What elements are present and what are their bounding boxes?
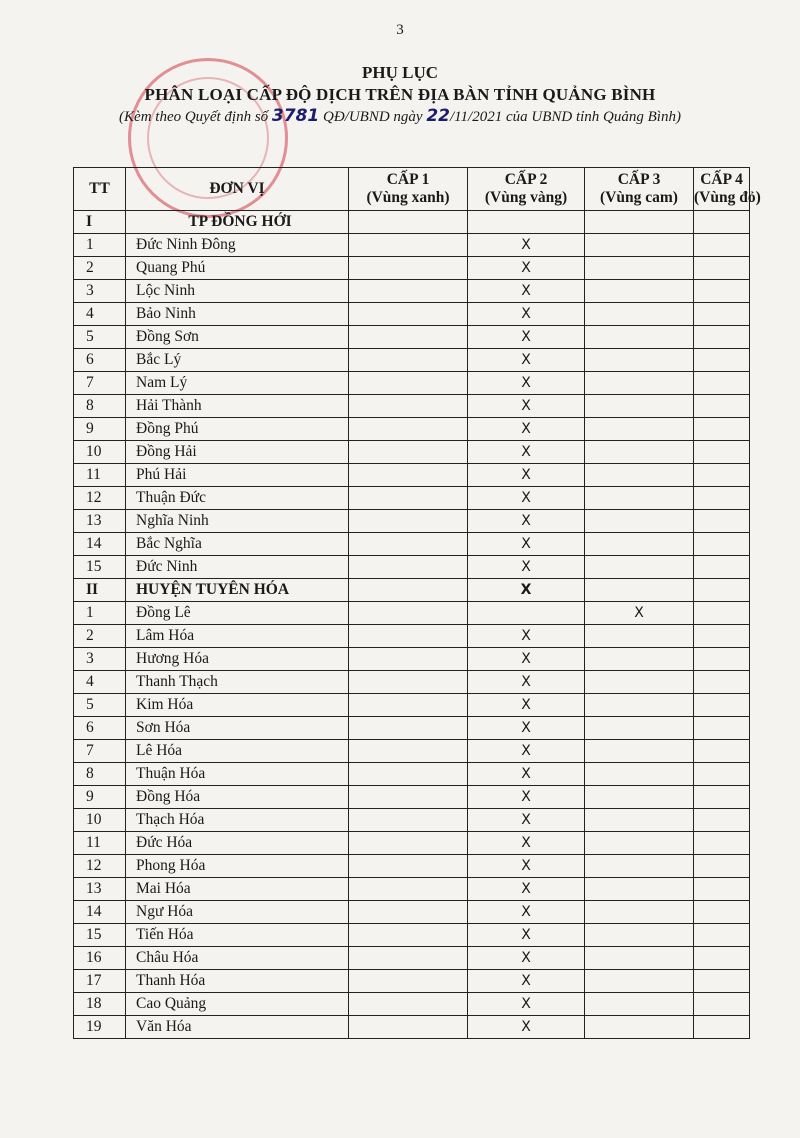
- row-number: 17: [74, 970, 126, 993]
- table-row: [74, 234, 750, 257]
- level-1-cell: [349, 510, 468, 533]
- table-row: [74, 947, 750, 970]
- row-number: 3: [74, 280, 126, 303]
- level-1-cell: [349, 740, 468, 763]
- level-4-cell: [694, 740, 750, 763]
- classification-table: [73, 167, 761, 1039]
- level-1-cell: [349, 464, 468, 487]
- row-number: 9: [74, 418, 126, 441]
- unit-name: Lê Hóa: [126, 740, 349, 763]
- level-3-cell: [585, 533, 694, 556]
- row-number: 15: [74, 556, 126, 579]
- level-4-cell: [694, 257, 750, 280]
- level-4-cell: [694, 901, 750, 924]
- level-3-cell: [585, 1016, 694, 1039]
- table-row: [74, 809, 750, 832]
- level-1-cell: [349, 786, 468, 809]
- unit-name: Phú Hải: [126, 464, 349, 487]
- level-3-cell: [585, 694, 694, 717]
- level-1-cell: [349, 809, 468, 832]
- header-level-4: CẤP 4 (Vùng đỏ): [694, 168, 750, 211]
- row-number: II: [74, 579, 126, 602]
- level-4-cell: [694, 533, 750, 556]
- level-3-cell: [585, 855, 694, 878]
- level-4-cell: [694, 924, 750, 947]
- level-1-cell: [349, 441, 468, 464]
- level-2-mark: X: [468, 533, 585, 556]
- row-number: 10: [74, 441, 126, 464]
- level-4-cell: [694, 763, 750, 786]
- unit-name: Bảo Ninh: [126, 303, 349, 326]
- level-3-cell: [585, 970, 694, 993]
- row-number: 15: [74, 924, 126, 947]
- level-3-cell: [585, 901, 694, 924]
- level-4-cell: [694, 717, 750, 740]
- table-group-row: [74, 579, 750, 602]
- document-reference: (Kèm theo Quyết định số 3781 QĐ/UBND ngày 22/11/2021 của UBND tỉnh Quảng Bình): [119, 106, 681, 126]
- table-row: [74, 464, 750, 487]
- row-number: 1: [74, 602, 126, 625]
- level-3-cell: [585, 280, 694, 303]
- row-number: 8: [74, 395, 126, 418]
- level-3-cell: [585, 556, 694, 579]
- level-2-mark: X: [468, 786, 585, 809]
- row-number: 10: [74, 809, 126, 832]
- row-number: 18: [74, 993, 126, 1016]
- level-4-cell: [694, 809, 750, 832]
- table-row: [74, 832, 750, 855]
- level-2-cell: [468, 211, 585, 234]
- row-number: 12: [74, 855, 126, 878]
- table-row: [74, 740, 750, 763]
- level-3-cell: [585, 993, 694, 1016]
- row-number: 19: [74, 1016, 126, 1039]
- table-row: [74, 441, 750, 464]
- level-1-cell: [349, 648, 468, 671]
- level-3-cell: [585, 717, 694, 740]
- level-2-mark: X: [468, 855, 585, 878]
- level-1-cell: [349, 993, 468, 1016]
- level-2-mark: X: [468, 464, 585, 487]
- level-2-mark: X: [468, 878, 585, 901]
- level-1-cell: [349, 694, 468, 717]
- table-row: [74, 717, 750, 740]
- level-4-cell: [694, 280, 750, 303]
- level-4-cell: [694, 947, 750, 970]
- level-2-mark: X: [468, 809, 585, 832]
- table-row: [74, 602, 750, 625]
- level-2-mark: X: [468, 418, 585, 441]
- level-2-mark: X: [468, 924, 585, 947]
- table-row: [74, 970, 750, 993]
- level-2-mark: X: [468, 970, 585, 993]
- row-number: 14: [74, 901, 126, 924]
- table-row: [74, 855, 750, 878]
- table-row: [74, 280, 750, 303]
- row-number: 6: [74, 717, 126, 740]
- row-number: 4: [74, 303, 126, 326]
- level-4-cell: [694, 234, 750, 257]
- unit-name: Quang Phú: [126, 257, 349, 280]
- level-4-cell: [694, 579, 750, 602]
- level-2-mark: X: [468, 763, 585, 786]
- handwritten-decision-number: 3781: [271, 106, 320, 126]
- table-body: [74, 211, 750, 1039]
- level-4-cell: [694, 855, 750, 878]
- level-2-mark: X: [468, 556, 585, 579]
- table-row: [74, 533, 750, 556]
- level-1-cell: [349, 602, 468, 625]
- level-1-cell: [349, 924, 468, 947]
- level-3-cell: [585, 326, 694, 349]
- level-1-cell: [349, 671, 468, 694]
- level-1-cell: [349, 556, 468, 579]
- document-title: PHÂN LOẠI CẤP ĐỘ DỊCH TRÊN ĐỊA BÀN TỈNH QUẢNG BÌNH: [144, 85, 656, 104]
- level-1-cell: [349, 901, 468, 924]
- table-row: [74, 303, 750, 326]
- level-2-mark: X: [468, 326, 585, 349]
- level-1-cell: [349, 763, 468, 786]
- row-number: 11: [74, 464, 126, 487]
- level-2-mark: X: [468, 694, 585, 717]
- level-1-cell: [349, 832, 468, 855]
- level-4-cell: [694, 441, 750, 464]
- row-number: 13: [74, 878, 126, 901]
- level-4-cell: [694, 970, 750, 993]
- level-2-mark: X: [468, 280, 585, 303]
- row-number: 13: [74, 510, 126, 533]
- level-3-cell: [585, 257, 694, 280]
- unit-name: Đồng Hải: [126, 441, 349, 464]
- unit-name: Ngư Hóa: [126, 901, 349, 924]
- row-number: 3: [74, 648, 126, 671]
- row-number: 4: [74, 671, 126, 694]
- level-3-cell: [585, 809, 694, 832]
- level-1-cell: [349, 418, 468, 441]
- table-row: [74, 487, 750, 510]
- unit-name: Hương Hóa: [126, 648, 349, 671]
- level-2-mark: X: [468, 303, 585, 326]
- unit-name: Lộc Ninh: [126, 280, 349, 303]
- level-1-cell: [349, 487, 468, 510]
- level-1-cell: [349, 234, 468, 257]
- row-number: 7: [74, 740, 126, 763]
- level-3-cell: [585, 234, 694, 257]
- level-2-mark: X: [468, 832, 585, 855]
- level-2-mark: X: [468, 648, 585, 671]
- level-4-cell: [694, 395, 750, 418]
- level-3-cell: [585, 349, 694, 372]
- table-row: [74, 372, 750, 395]
- level-2-mark: X: [468, 579, 585, 602]
- table-row: [74, 694, 750, 717]
- level-3-cell: [585, 211, 694, 234]
- table-row: [74, 878, 750, 901]
- level-3-cell: [585, 878, 694, 901]
- unit-name: Đồng Hóa: [126, 786, 349, 809]
- level-3-cell: [585, 740, 694, 763]
- level-1-cell: [349, 326, 468, 349]
- unit-name: HUYỆN TUYÊN HÓA: [126, 579, 349, 602]
- table-header-row: [74, 168, 750, 211]
- table-row: [74, 510, 750, 533]
- unit-name: Đức Hóa: [126, 832, 349, 855]
- level-1-cell: [349, 211, 468, 234]
- unit-name: Đồng Sơn: [126, 326, 349, 349]
- level-4-cell: [694, 556, 750, 579]
- level-3-cell: [585, 648, 694, 671]
- table-row: [74, 786, 750, 809]
- level-2-mark: X: [468, 717, 585, 740]
- level-3-cell: [585, 441, 694, 464]
- level-1-cell: [349, 855, 468, 878]
- level-3-cell: [585, 579, 694, 602]
- level-2-mark: X: [468, 349, 585, 372]
- header-tt: TT: [74, 168, 126, 211]
- unit-name: Cao Quảng: [126, 993, 349, 1016]
- unit-name: Nam Lý: [126, 372, 349, 395]
- unit-name: Phong Hóa: [126, 855, 349, 878]
- level-4-cell: [694, 510, 750, 533]
- unit-name: Đồng Lê: [126, 602, 349, 625]
- header-unit: ĐƠN VỊ: [126, 168, 349, 211]
- row-number: 6: [74, 349, 126, 372]
- table-row: [74, 648, 750, 671]
- table-row: [74, 901, 750, 924]
- table-row: [74, 395, 750, 418]
- row-number: 11: [74, 832, 126, 855]
- level-3-cell: [585, 786, 694, 809]
- row-number: 5: [74, 326, 126, 349]
- level-4-cell: [694, 671, 750, 694]
- level-2-mark: X: [468, 740, 585, 763]
- unit-name: Châu Hóa: [126, 947, 349, 970]
- table-row: [74, 924, 750, 947]
- level-1-cell: [349, 878, 468, 901]
- header-level-1: CẤP 1 (Vùng xanh): [349, 168, 468, 211]
- unit-name: Thanh Thạch: [126, 671, 349, 694]
- level-1-cell: [349, 349, 468, 372]
- unit-name: Bắc Nghĩa: [126, 533, 349, 556]
- level-3-cell: [585, 924, 694, 947]
- level-3-cell: [585, 625, 694, 648]
- unit-name: Mai Hóa: [126, 878, 349, 901]
- level-2-mark: X: [468, 625, 585, 648]
- header-level-3: CẤP 3 (Vùng cam): [585, 168, 694, 211]
- level-2-mark: X: [468, 234, 585, 257]
- level-1-cell: [349, 947, 468, 970]
- level-1-cell: [349, 970, 468, 993]
- level-2-mark: X: [468, 441, 585, 464]
- row-number: 7: [74, 372, 126, 395]
- level-3-cell: [585, 487, 694, 510]
- level-1-cell: [349, 303, 468, 326]
- level-3-mark: X: [585, 602, 694, 625]
- level-4-cell: [694, 1016, 750, 1039]
- row-number: 1: [74, 234, 126, 257]
- level-2-mark: X: [468, 1016, 585, 1039]
- level-2-mark: X: [468, 487, 585, 510]
- unit-name: Hải Thành: [126, 395, 349, 418]
- level-3-cell: [585, 510, 694, 533]
- page-number: 3: [396, 22, 404, 38]
- row-number: I: [74, 211, 126, 234]
- level-4-cell: [694, 648, 750, 671]
- table-row: [74, 625, 750, 648]
- unit-name: Kim Hóa: [126, 694, 349, 717]
- level-2-mark: X: [468, 947, 585, 970]
- level-3-cell: [585, 832, 694, 855]
- level-2-mark: X: [468, 901, 585, 924]
- unit-name: TP ĐỒNG HỚI: [126, 211, 349, 234]
- level-2-mark: X: [468, 510, 585, 533]
- header-level-2: CẤP 2 (Vùng vàng): [468, 168, 585, 211]
- row-number: 12: [74, 487, 126, 510]
- row-number: 2: [74, 257, 126, 280]
- level-4-cell: [694, 418, 750, 441]
- level-1-cell: [349, 280, 468, 303]
- level-4-cell: [694, 349, 750, 372]
- level-3-cell: [585, 947, 694, 970]
- unit-name: Thanh Hóa: [126, 970, 349, 993]
- table-group-row: [74, 211, 750, 234]
- table-row: [74, 671, 750, 694]
- table-row: [74, 326, 750, 349]
- level-3-cell: [585, 763, 694, 786]
- level-4-cell: [694, 326, 750, 349]
- level-1-cell: [349, 372, 468, 395]
- table-row: [74, 556, 750, 579]
- level-4-cell: [694, 487, 750, 510]
- row-number: 16: [74, 947, 126, 970]
- row-number: 8: [74, 763, 126, 786]
- level-1-cell: [349, 257, 468, 280]
- level-4-cell: [694, 211, 750, 234]
- level-1-cell: [349, 717, 468, 740]
- level-4-cell: [694, 625, 750, 648]
- unit-name: Thuận Đức: [126, 487, 349, 510]
- level-1-cell: [349, 533, 468, 556]
- unit-name: Đức Ninh: [126, 556, 349, 579]
- unit-name: Nghĩa Ninh: [126, 510, 349, 533]
- level-1-cell: [349, 579, 468, 602]
- table-row: [74, 1016, 750, 1039]
- level-3-cell: [585, 671, 694, 694]
- unit-name: Thạch Hóa: [126, 809, 349, 832]
- unit-name: Bắc Lý: [126, 349, 349, 372]
- level-2-mark: X: [468, 671, 585, 694]
- level-2-mark: X: [468, 372, 585, 395]
- level-4-cell: [694, 602, 750, 625]
- table-row: [74, 257, 750, 280]
- level-2-mark: X: [468, 993, 585, 1016]
- level-1-cell: [349, 625, 468, 648]
- level-3-cell: [585, 464, 694, 487]
- level-4-cell: [694, 694, 750, 717]
- table-row: [74, 418, 750, 441]
- row-number: 2: [74, 625, 126, 648]
- row-number: 14: [74, 533, 126, 556]
- level-3-cell: [585, 303, 694, 326]
- unit-name: Lâm Hóa: [126, 625, 349, 648]
- level-4-cell: [694, 372, 750, 395]
- level-1-cell: [349, 395, 468, 418]
- level-4-cell: [694, 878, 750, 901]
- table-row: [74, 993, 750, 1016]
- table-row: [74, 763, 750, 786]
- level-4-cell: [694, 303, 750, 326]
- level-2-mark: X: [468, 395, 585, 418]
- level-4-cell: [694, 786, 750, 809]
- handwritten-decision-day: 22: [426, 106, 450, 126]
- level-2-mark: X: [468, 257, 585, 280]
- table-row: [74, 349, 750, 372]
- level-2-cell: [468, 602, 585, 625]
- level-4-cell: [694, 832, 750, 855]
- unit-name: Thuận Hóa: [126, 763, 349, 786]
- level-4-cell: [694, 464, 750, 487]
- level-4-cell: [694, 993, 750, 1016]
- row-number: 5: [74, 694, 126, 717]
- level-3-cell: [585, 418, 694, 441]
- unit-name: Tiến Hóa: [126, 924, 349, 947]
- unit-name: Văn Hóa: [126, 1016, 349, 1039]
- unit-name: Đức Ninh Đông: [126, 234, 349, 257]
- appendix-title: PHỤ LỤC: [361, 63, 439, 82]
- level-3-cell: [585, 395, 694, 418]
- level-3-cell: [585, 372, 694, 395]
- document-heading: [0, 62, 800, 127]
- unit-name: Sơn Hóa: [126, 717, 349, 740]
- row-number: 9: [74, 786, 126, 809]
- level-1-cell: [349, 1016, 468, 1039]
- unit-name: Đồng Phú: [126, 418, 349, 441]
